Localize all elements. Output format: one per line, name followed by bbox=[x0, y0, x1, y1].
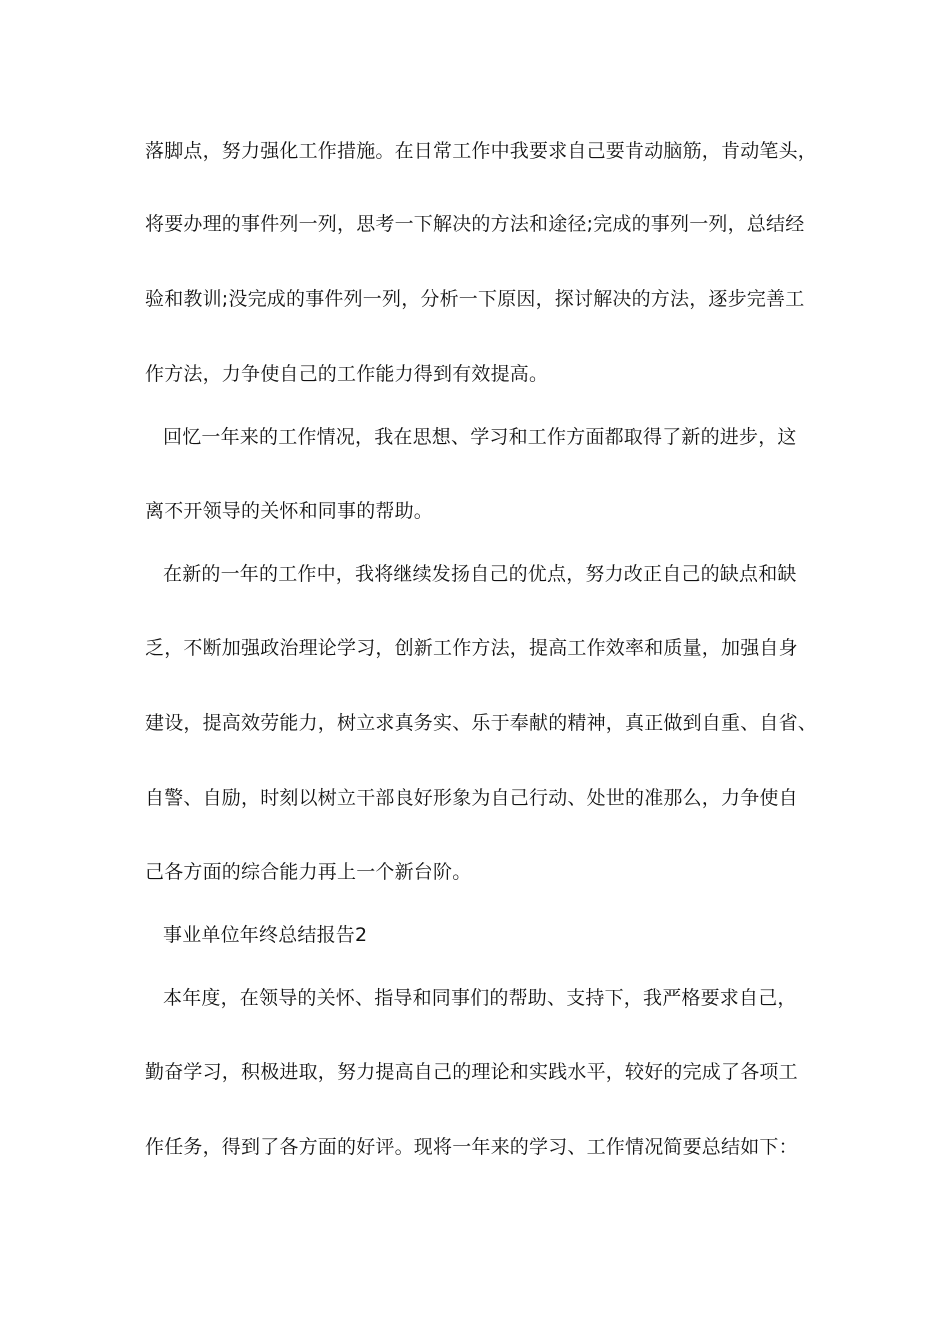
paragraph-line: 勤奋学习，积极进取，努力提高自己的理论和实践水平，较好的完成了各项工 bbox=[145, 1061, 798, 1083]
paragraph-line: 乏，不断加强政治理论学习，创新工作方法，提高工作效率和质量，加强自身 bbox=[145, 637, 798, 659]
paragraph-line: 己各方面的综合能力再上一个新台阶。 bbox=[145, 861, 472, 883]
paragraph-line: 落脚点，努力强化工作措施。在日常工作中我要求自己要肯动脑筋，肯动笔头， bbox=[145, 140, 818, 162]
section-heading: 事业单位年终总结报告2 bbox=[163, 924, 368, 946]
paragraph-line: 在新的一年的工作中，我将继续发扬自己的优点，努力改正自己的缺点和缺 bbox=[163, 563, 797, 585]
paragraph-line: 将要办理的事件列一列，思考一下解决的方法和途径;完成的事列一列，总结经 bbox=[145, 213, 805, 235]
paragraph-line: 建设，提高效劳能力，树立求真务实、乐于奉献的精神，真正做到自重、自省、 bbox=[145, 712, 818, 734]
paragraph-line: 本年度，在领导的关怀、指导和同事们的帮助、支持下，我严格要求自己， bbox=[163, 987, 797, 1009]
paragraph-line: 作任务，得到了各方面的好评。现将一年来的学习、工作情况简要总结如下： bbox=[145, 1136, 798, 1158]
paragraph-line: 作方法，力争使自己的工作能力得到有效提高。 bbox=[145, 363, 549, 385]
paragraph-line: 回忆一年来的工作情况，我在思想、学习和工作方面都取得了新的进步，这 bbox=[163, 426, 797, 448]
paragraph-line: 自警、自励，时刻以树立干部良好形象为自己行动、处世的准那么，力争使自 bbox=[145, 787, 798, 809]
paragraph-line: 验和教训;没完成的事件列一列，分析一下原因，探讨解决的方法，逐步完善工 bbox=[145, 288, 805, 310]
paragraph-line: 离不开领导的关怀和同事的帮助。 bbox=[145, 500, 434, 522]
